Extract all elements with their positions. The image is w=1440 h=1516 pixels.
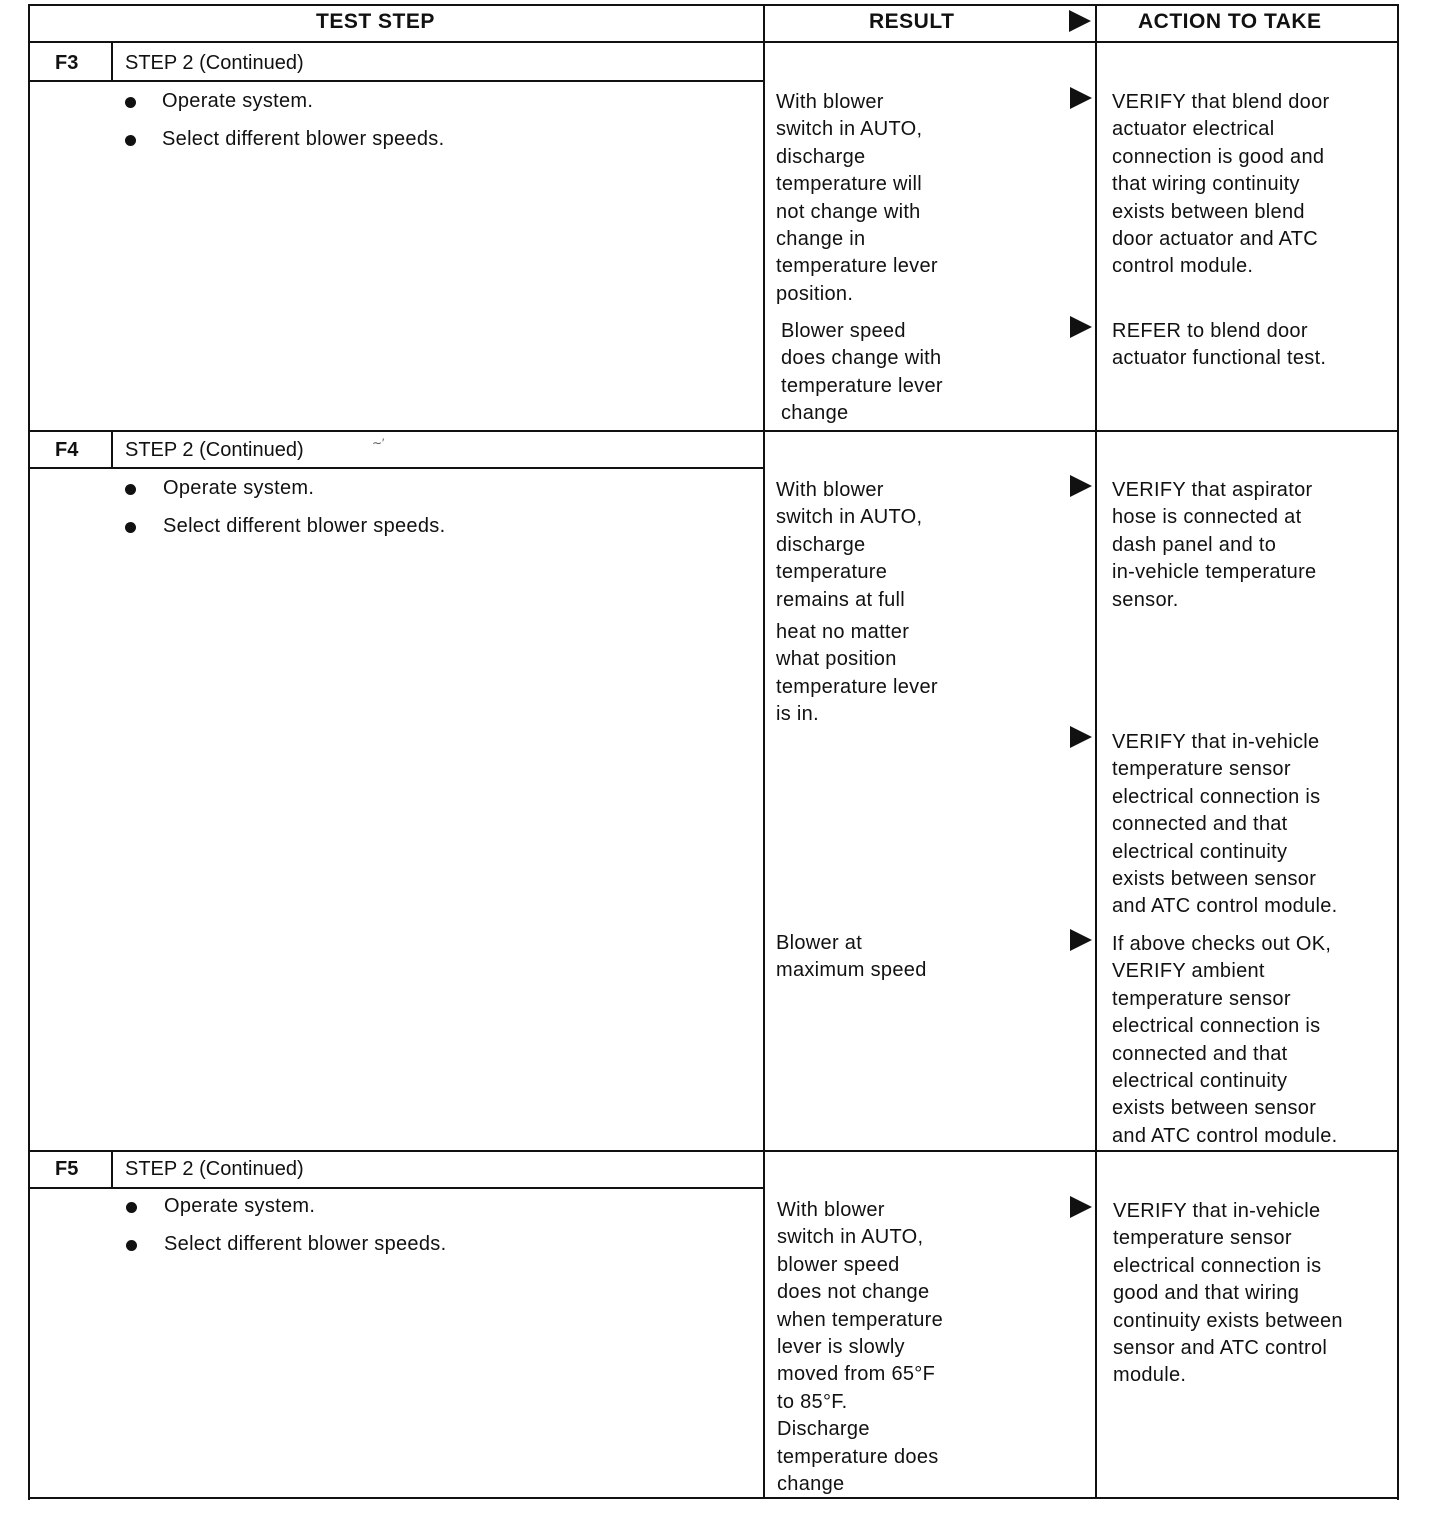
code-divider-f5 [111, 1151, 113, 1188]
bullet-icon [126, 1240, 137, 1251]
bullet-icon [125, 135, 136, 146]
bullet-text: Select different blower speeds. [162, 128, 445, 150]
arrow-icon [1070, 87, 1092, 109]
action-text: REFER to blend door actuator functional test. [1112, 320, 1327, 370]
bullet-icon [126, 1202, 137, 1213]
bullet-text: Operate system. [162, 90, 314, 112]
column-divider-action [1095, 4, 1097, 1499]
result-text: With blower switch in AUTO, discharge temperature remains at full [776, 479, 923, 611]
section-divider [29, 1150, 1399, 1152]
arrow-icon [1070, 1196, 1092, 1218]
header-divider [29, 41, 1399, 43]
action-text: If above checks out OK, VERIFY ambient temperature sensor electrical connection is connected and that electrical continuity exists between sensor and ATC control module. [1112, 933, 1338, 1147]
header-arrow-icon [1069, 10, 1091, 32]
table-border-left [28, 4, 30, 1500]
bullet-text: Operate system. [164, 1195, 316, 1217]
bullet-text: Operate system. [163, 477, 315, 499]
code-divider-f3 [111, 42, 113, 82]
arrow-icon [1070, 929, 1092, 951]
bullet-icon [125, 484, 136, 495]
step-code-f4: F4 [55, 439, 79, 461]
action-text: VERIFY that blend door actuator electrical connection is good and that wiring continuity exists between blend door actuator and ATC control module. [1112, 91, 1330, 278]
bullet-text: Select different blower speeds. [163, 515, 446, 537]
step-code-f3: F3 [55, 52, 79, 74]
arrow-icon [1070, 726, 1092, 748]
arrow-icon [1070, 475, 1092, 497]
code-divider-f4 [111, 431, 113, 469]
result-text: Blower at maximum speed [776, 932, 927, 982]
result-text: With blower switch in AUTO, discharge temperature will not change with change in temperature lever position. [776, 91, 938, 305]
step-title-f3: STEP 2 (Continued) [125, 52, 304, 74]
table-border-bottom [29, 1497, 1399, 1499]
step-title-f5: STEP 2 (Continued) [125, 1158, 304, 1180]
result-text: Blower speed does change with temperature lever change [781, 320, 943, 425]
header-result: RESULT [869, 10, 955, 33]
column-divider-result [763, 4, 765, 1499]
result-text: With blower switch in AUTO, blower speed does not change when temperature lever is slowly moved from 65°F to 85°F. Discharge temperature does change [777, 1199, 944, 1496]
action-text: VERIFY that in-vehicle temperature sensor electrical connection is connected and that electrical continuity exists between sensor and ATC control module. [1112, 731, 1338, 918]
action-text: VERIFY that aspirator hose is connected at dash panel and to in-vehicle temperature sensor. [1112, 479, 1317, 611]
step-code-f5: F5 [55, 1158, 79, 1180]
table-border-top [29, 4, 1399, 6]
action-text: VERIFY that in-vehicle temperature sensor electrical connection is good and that wiring continuity exists between sensor and ATC control module. [1113, 1200, 1343, 1387]
bullet-icon [125, 97, 136, 108]
arrow-icon [1070, 316, 1092, 338]
title-underline-f4 [29, 467, 764, 469]
section-divider [29, 430, 1399, 432]
result-text: heat no matter what position temperature lever is in. [776, 621, 938, 726]
title-underline-f3 [29, 80, 764, 82]
header-action: ACTION TO TAKE [1138, 10, 1322, 33]
title-underline-f5 [29, 1187, 764, 1189]
stray-mark: ∼′ [372, 436, 385, 450]
bullet-icon [125, 522, 136, 533]
header-test-step: TEST STEP [316, 10, 435, 33]
step-title-f4: STEP 2 (Continued) [125, 439, 304, 461]
table-border-right [1397, 4, 1399, 1500]
bullet-text: Select different blower speeds. [164, 1233, 447, 1255]
